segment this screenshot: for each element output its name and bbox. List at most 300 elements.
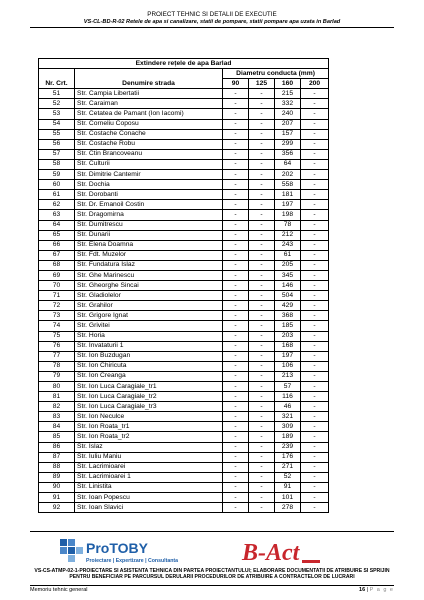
value-d160: 429 — [275, 301, 301, 311]
street-name: Str. Ion Luca Caragiale_tr2 — [75, 392, 223, 402]
value-d125: - — [249, 180, 275, 190]
value-d160: 356 — [275, 149, 301, 159]
table-row — [39, 412, 329, 422]
street-name: Str. Lacrimioarei 1 — [75, 472, 223, 482]
street-name: Str. Iuliu Maniu — [75, 452, 223, 462]
table-row — [39, 472, 329, 482]
table-row — [39, 240, 329, 250]
value-d200: - — [301, 442, 329, 452]
table-row — [39, 89, 329, 99]
street-name: Str. Dumitrescu — [75, 220, 223, 230]
value-d90: - — [223, 402, 249, 412]
value-d90: - — [223, 220, 249, 230]
table-row — [39, 462, 329, 472]
value-d160: 101 — [275, 493, 301, 503]
protoby-logo-name: ProTOBY — [86, 540, 148, 556]
value-d200: - — [301, 361, 329, 371]
footer-page-info — [330, 587, 394, 593]
street-name: Str. Ion Luca Caragiale_tr3 — [75, 402, 223, 412]
value-d200: - — [301, 402, 329, 412]
value-d125: - — [249, 361, 275, 371]
value-d160: 46 — [275, 402, 301, 412]
value-d90: - — [223, 361, 249, 371]
value-d160: 106 — [275, 361, 301, 371]
table-row — [39, 230, 329, 240]
value-d90: - — [223, 301, 249, 311]
value-d125: - — [249, 170, 275, 180]
value-d90: - — [223, 472, 249, 482]
value-d200: - — [301, 482, 329, 492]
table-row — [39, 311, 329, 321]
row-nr: 72 — [39, 301, 75, 311]
col-header-nr: Nr. Crt. — [39, 69, 75, 89]
value-d90: - — [223, 260, 249, 270]
col-header-d160: 160 — [275, 79, 301, 89]
row-nr: 87 — [39, 452, 75, 462]
value-d90: - — [223, 99, 249, 109]
value-d125: - — [249, 382, 275, 392]
value-d90: - — [223, 170, 249, 180]
row-nr: 62 — [39, 200, 75, 210]
street-name: Str. Ion Neculce — [75, 412, 223, 422]
row-nr: 82 — [39, 402, 75, 412]
value-d90: - — [223, 503, 249, 513]
row-nr: 71 — [39, 291, 75, 301]
b-act-logo-name: B-Act — [242, 540, 300, 566]
value-d160: 198 — [275, 210, 301, 220]
value-d200: - — [301, 493, 329, 503]
street-name: Str. Caraiman — [75, 99, 223, 109]
value-d90: - — [223, 412, 249, 422]
value-d125: - — [249, 109, 275, 119]
header-divider — [30, 27, 394, 28]
b-act-logo — [232, 536, 332, 566]
value-d125: - — [249, 462, 275, 472]
value-d125: - — [249, 422, 275, 432]
street-name: Str. Elena Doamna — [75, 240, 223, 250]
value-d160: 321 — [275, 412, 301, 422]
value-d200: - — [301, 472, 329, 482]
value-d200: - — [301, 210, 329, 220]
table-row — [39, 291, 329, 301]
row-nr: 74 — [39, 321, 75, 331]
value-d125: - — [249, 442, 275, 452]
table-row — [39, 281, 329, 291]
value-d125: - — [249, 139, 275, 149]
footer-document-name: Memoriu tehnic general — [30, 587, 88, 593]
value-d125: - — [249, 392, 275, 402]
footer-divider-top — [30, 531, 394, 532]
row-nr: 89 — [39, 472, 75, 482]
value-d160: 116 — [275, 392, 301, 402]
street-name: Str. Gheorghe Sincai — [75, 281, 223, 291]
value-d160: 157 — [275, 129, 301, 139]
value-d160: 168 — [275, 341, 301, 351]
table-row — [39, 452, 329, 462]
value-d160: 197 — [275, 351, 301, 361]
street-name: Str. Dragomirna — [75, 210, 223, 220]
value-d200: - — [301, 139, 329, 149]
protoby-logo — [58, 536, 208, 566]
value-d160: 212 — [275, 230, 301, 240]
value-d200: - — [301, 432, 329, 442]
value-d125: - — [249, 250, 275, 260]
table-row — [39, 422, 329, 432]
value-d90: - — [223, 432, 249, 442]
value-d125: - — [249, 119, 275, 129]
row-nr: 90 — [39, 482, 75, 492]
row-nr: 63 — [39, 210, 75, 220]
value-d160: 278 — [275, 503, 301, 513]
row-nr: 61 — [39, 190, 75, 200]
row-nr: 73 — [39, 311, 75, 321]
street-name: Str. Dr. Emanoil Costin — [75, 200, 223, 210]
street-name: Str. Gladiolelor — [75, 291, 223, 301]
row-nr: 79 — [39, 371, 75, 381]
row-nr: 59 — [39, 170, 75, 180]
value-d90: - — [223, 129, 249, 139]
value-d200: - — [301, 331, 329, 341]
value-d125: - — [249, 190, 275, 200]
row-nr: 60 — [39, 180, 75, 190]
value-d200: - — [301, 99, 329, 109]
street-name: Str. Grahilor — [75, 301, 223, 311]
value-d125: - — [249, 270, 275, 280]
value-d90: - — [223, 200, 249, 210]
table-row — [39, 129, 329, 139]
row-nr: 69 — [39, 270, 75, 280]
row-nr: 51 — [39, 89, 75, 99]
value-d125: - — [249, 159, 275, 169]
value-d160: 146 — [275, 281, 301, 291]
row-nr: 53 — [39, 109, 75, 119]
value-d200: - — [301, 351, 329, 361]
value-d90: - — [223, 149, 249, 159]
value-d160: 61 — [275, 250, 301, 260]
value-d160: 558 — [275, 180, 301, 190]
table-row — [39, 190, 329, 200]
value-d125: - — [249, 432, 275, 442]
value-d125: - — [249, 230, 275, 240]
value-d90: - — [223, 250, 249, 260]
value-d200: - — [301, 503, 329, 513]
street-name: Str. Lacrimioarei — [75, 462, 223, 472]
value-d90: - — [223, 452, 249, 462]
row-nr: 92 — [39, 503, 75, 513]
value-d125: - — [249, 89, 275, 99]
table-row — [39, 220, 329, 230]
value-d125: - — [249, 482, 275, 492]
table-row — [39, 119, 329, 129]
value-d200: - — [301, 301, 329, 311]
row-nr: 75 — [39, 331, 75, 341]
value-d160: 202 — [275, 170, 301, 180]
street-name: Str. Costache Conache — [75, 129, 223, 139]
street-name: Str. Invataturii 1 — [75, 341, 223, 351]
table-title: Extindere rețele de apa Barlad — [39, 59, 329, 69]
table-row — [39, 301, 329, 311]
value-d90: - — [223, 392, 249, 402]
table-row — [39, 109, 329, 119]
street-name: Str. Ioan Popescu — [75, 493, 223, 503]
value-d125: - — [249, 503, 275, 513]
value-d200: - — [301, 321, 329, 331]
street-name: Str. Campia Libertatii — [75, 89, 223, 99]
row-nr: 78 — [39, 361, 75, 371]
table-row — [39, 371, 329, 381]
value-d125: - — [249, 200, 275, 210]
street-name: Str. Corneliu Coposu — [75, 119, 223, 129]
value-d125: - — [249, 220, 275, 230]
value-d125: - — [249, 129, 275, 139]
street-name: Str. Grigore Ignat — [75, 311, 223, 321]
row-nr: 68 — [39, 260, 75, 270]
header-line-2: VS-CL-BD-R-02 Retele de apa si canalizare, statii de pompare, statii pompare apa uzata in Barlad — [83, 19, 341, 25]
value-d200: - — [301, 422, 329, 432]
value-d200: - — [301, 240, 329, 250]
col-header-d200: 200 — [301, 79, 329, 89]
row-nr: 57 — [39, 149, 75, 159]
row-nr: 84 — [39, 422, 75, 432]
table-row — [39, 432, 329, 442]
table-row — [39, 159, 329, 169]
row-nr: 52 — [39, 99, 75, 109]
street-name: Str. Fdt. Muzelor — [75, 250, 223, 260]
value-d200: - — [301, 452, 329, 462]
row-nr: 85 — [39, 432, 75, 442]
value-d200: - — [301, 270, 329, 280]
value-d90: - — [223, 291, 249, 301]
value-d90: - — [223, 321, 249, 331]
value-d90: - — [223, 341, 249, 351]
value-d200: - — [301, 371, 329, 381]
value-d200: - — [301, 149, 329, 159]
table-row — [39, 321, 329, 331]
row-nr: 86 — [39, 442, 75, 452]
value-d125: - — [249, 99, 275, 109]
table-row — [39, 210, 329, 220]
page-header — [30, 11, 394, 26]
value-d160: 203 — [275, 331, 301, 341]
street-name: Str. Ion Roata_tr2 — [75, 432, 223, 442]
value-d90: - — [223, 331, 249, 341]
value-d125: - — [249, 452, 275, 462]
value-d200: - — [301, 170, 329, 180]
row-nr: 76 — [39, 341, 75, 351]
value-d90: - — [223, 493, 249, 503]
value-d160: 176 — [275, 452, 301, 462]
footer-project-text: VS-CS-ATMP-02-1-PROIECTARE SI ASISTENTA TEHNICA DIN PARTEA PROIECTANTULUI; ELABORARE DOCUMENTATII DE ATRIBUIRE SI SPRIJIN PENTRU BENEFICIAR PE PARCURSUL DERULARII PROCEDURILOR DE ATRIBUIRE A CONTRACTELOR DE LUCRARI — [34, 568, 390, 581]
value-d160: 271 — [275, 462, 301, 472]
row-nr: 54 — [39, 119, 75, 129]
value-d160: 240 — [275, 109, 301, 119]
value-d125: - — [249, 341, 275, 351]
value-d160: 197 — [275, 200, 301, 210]
table-row — [39, 341, 329, 351]
value-d125: - — [249, 240, 275, 250]
value-d200: - — [301, 291, 329, 301]
table-row — [39, 402, 329, 412]
row-nr: 67 — [39, 250, 75, 260]
value-d125: - — [249, 149, 275, 159]
value-d160: 215 — [275, 89, 301, 99]
value-d125: - — [249, 260, 275, 270]
value-d90: - — [223, 139, 249, 149]
table-row — [39, 250, 329, 260]
value-d125: - — [249, 371, 275, 381]
value-d90: - — [223, 442, 249, 452]
table-row — [39, 270, 329, 280]
row-nr: 56 — [39, 139, 75, 149]
row-nr: 88 — [39, 462, 75, 472]
water-network-table — [38, 58, 329, 513]
street-name: Str. Ion Roata_tr1 — [75, 422, 223, 432]
value-d90: - — [223, 119, 249, 129]
value-d200: - — [301, 250, 329, 260]
value-d125: - — [249, 291, 275, 301]
value-d125: - — [249, 472, 275, 482]
value-d90: - — [223, 210, 249, 220]
value-d90: - — [223, 371, 249, 381]
street-name: Str. Dunarii — [75, 230, 223, 240]
row-nr: 55 — [39, 129, 75, 139]
value-d200: - — [301, 412, 329, 422]
value-d200: - — [301, 180, 329, 190]
street-name: Str. Ctin Brancoveanu — [75, 149, 223, 159]
row-nr: 66 — [39, 240, 75, 250]
col-header-name: Denumire strada — [75, 69, 223, 89]
table-row — [39, 361, 329, 371]
value-d160: 64 — [275, 159, 301, 169]
value-d125: - — [249, 412, 275, 422]
page-number: 16 — [359, 587, 366, 593]
value-d90: - — [223, 281, 249, 291]
value-d200: - — [301, 260, 329, 270]
row-nr: 77 — [39, 351, 75, 361]
value-d160: 299 — [275, 139, 301, 149]
table-row — [39, 351, 329, 361]
street-name: Str. Grivitei — [75, 321, 223, 331]
value-d125: - — [249, 351, 275, 361]
value-d90: - — [223, 109, 249, 119]
value-d200: - — [301, 281, 329, 291]
row-nr: 80 — [39, 382, 75, 392]
street-name: Str. Cetatea de Pamant (Ion Iacomi) — [75, 109, 223, 119]
value-d200: - — [301, 109, 329, 119]
table-row — [39, 442, 329, 452]
row-nr: 70 — [39, 281, 75, 291]
value-d90: - — [223, 240, 249, 250]
value-d160: 57 — [275, 382, 301, 392]
protoby-logo-tagline: Proiectare | Expertizare | Consultanta — [86, 558, 178, 564]
value-d160: 504 — [275, 291, 301, 301]
value-d125: - — [249, 311, 275, 321]
table-row — [39, 503, 329, 513]
street-name: Str. Linistita — [75, 482, 223, 492]
street-name: Str. Dorobanti — [75, 190, 223, 200]
value-d90: - — [223, 462, 249, 472]
value-d90: - — [223, 351, 249, 361]
value-d200: - — [301, 311, 329, 321]
value-d160: 332 — [275, 99, 301, 109]
col-header-d125: 125 — [249, 79, 275, 89]
table-row — [39, 493, 329, 503]
row-nr: 83 — [39, 412, 75, 422]
value-d160: 91 — [275, 482, 301, 492]
table-row — [39, 170, 329, 180]
street-name: Str. Ion Buzdugan — [75, 351, 223, 361]
table-row — [39, 331, 329, 341]
street-name: Str. Ion Creanga — [75, 371, 223, 381]
col-header-diameter-group: Diametru conducta (mm) — [223, 69, 329, 79]
value-d125: - — [249, 331, 275, 341]
value-d125: - — [249, 493, 275, 503]
value-d200: - — [301, 159, 329, 169]
value-d200: - — [301, 119, 329, 129]
value-d200: - — [301, 341, 329, 351]
value-d200: - — [301, 200, 329, 210]
value-d200: - — [301, 129, 329, 139]
table-row — [39, 482, 329, 492]
col-header-d90: 90 — [223, 79, 249, 89]
street-name: Str. Ghe Marinescu — [75, 270, 223, 280]
value-d90: - — [223, 190, 249, 200]
row-nr: 65 — [39, 230, 75, 240]
row-nr: 64 — [39, 220, 75, 230]
value-d90: - — [223, 311, 249, 321]
street-name: Str. Horia — [75, 331, 223, 341]
value-d90: - — [223, 89, 249, 99]
street-name: Str. Ion Chiricuta — [75, 361, 223, 371]
value-d200: - — [301, 382, 329, 392]
value-d125: - — [249, 281, 275, 291]
page-separator: | — [366, 587, 369, 593]
value-d160: 181 — [275, 190, 301, 200]
value-d200: - — [301, 89, 329, 99]
row-nr: 58 — [39, 159, 75, 169]
value-d160: 205 — [275, 260, 301, 270]
header-line-1: PROIECT TEHNIC SI DETALII DE EXECUTIE — [147, 11, 277, 18]
value-d90: - — [223, 180, 249, 190]
value-d160: 309 — [275, 422, 301, 432]
row-nr: 81 — [39, 392, 75, 402]
value-d125: - — [249, 321, 275, 331]
value-d160: 207 — [275, 119, 301, 129]
street-name: Str. Ioan Slavici — [75, 503, 223, 513]
table-row — [39, 260, 329, 270]
value-d200: - — [301, 190, 329, 200]
value-d160: 189 — [275, 432, 301, 442]
value-d90: - — [223, 230, 249, 240]
value-d160: 185 — [275, 321, 301, 331]
value-d160: 239 — [275, 442, 301, 452]
value-d90: - — [223, 482, 249, 492]
value-d200: - — [301, 392, 329, 402]
value-d90: - — [223, 422, 249, 432]
value-d90: - — [223, 382, 249, 392]
value-d200: - — [301, 462, 329, 472]
street-name: Str. Dochia — [75, 180, 223, 190]
page-word: P a g e — [369, 587, 394, 593]
value-d160: 78 — [275, 220, 301, 230]
value-d160: 345 — [275, 270, 301, 280]
street-name: Str. Dimitrie Cantemir — [75, 170, 223, 180]
table-row — [39, 382, 329, 392]
value-d125: - — [249, 402, 275, 412]
street-name: Str. Culturii — [75, 159, 223, 169]
value-d200: - — [301, 220, 329, 230]
street-name: Str. Fundatura Islaz — [75, 260, 223, 270]
